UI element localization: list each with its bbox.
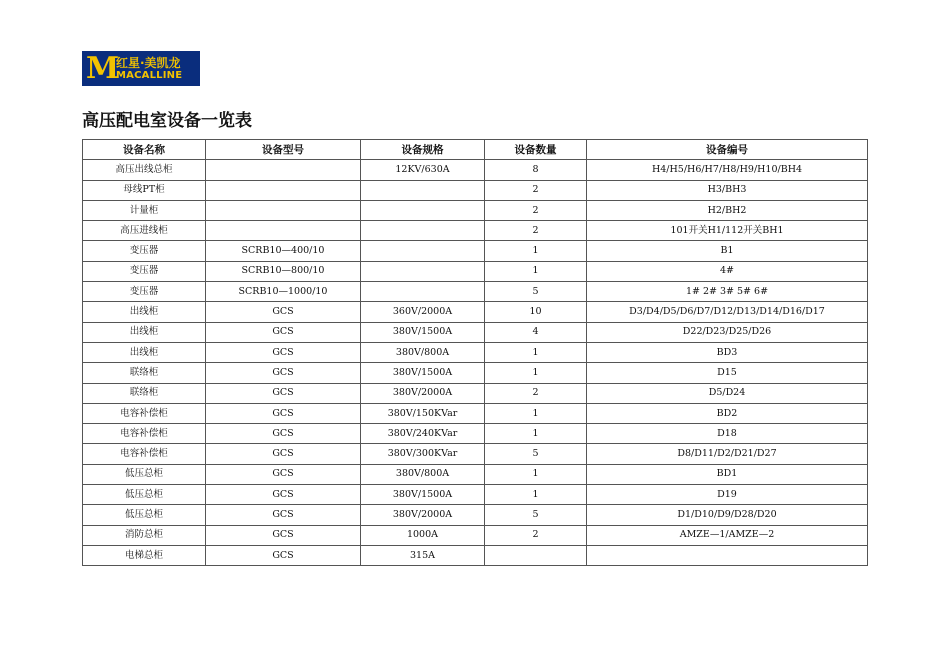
equipment-spec-cell: 380V/800A: [361, 464, 485, 484]
table-header-row: [83, 140, 868, 160]
equipment-spec-cell: 315A: [361, 545, 485, 565]
equipment-quantity-cell: 1: [485, 342, 587, 362]
equipment-code-cell: D8/D11/D2/D21/D27: [587, 444, 868, 464]
equipment-model-cell: GCS: [206, 444, 361, 464]
equipment-spec-cell: [361, 282, 485, 302]
equipment-name-cell: 变压器: [83, 282, 206, 302]
equipment-name-cell: 电容补偿柜: [83, 424, 206, 444]
equipment-quantity-cell: 10: [485, 302, 587, 322]
equipment-model-cell: SCRB10—1000/10: [206, 282, 361, 302]
equipment-spec-cell: [361, 241, 485, 261]
equipment-model-cell: GCS: [206, 403, 361, 423]
equipment-code-cell: D15: [587, 363, 868, 383]
equipment-model-cell: GCS: [206, 383, 361, 403]
equipment-quantity-cell: 5: [485, 282, 587, 302]
equipment-model-cell: GCS: [206, 322, 361, 342]
table-row: [83, 180, 868, 200]
equipment-spec-cell: 380V/2000A: [361, 383, 485, 403]
equipment-spec-cell: [361, 261, 485, 281]
table-row: [83, 424, 868, 444]
equipment-code-cell: 101开关H1/112开关BH1: [587, 221, 868, 241]
equipment-code-cell: D19: [587, 485, 868, 505]
equipment-quantity-cell: 1: [485, 241, 587, 261]
equipment-code-cell: BD1: [587, 464, 868, 484]
equipment-code-cell: 1# 2# 3# 5# 6#: [587, 282, 868, 302]
equipment-code-cell: 4#: [587, 261, 868, 281]
logo-wordmark: [116, 56, 182, 82]
table-row: [83, 444, 868, 464]
equipment-code-cell: H4/H5/H6/H7/H8/H9/H10/BH4: [587, 160, 868, 180]
equipment-code-cell: D5/D24: [587, 383, 868, 403]
equipment-spec-cell: 380V/240KVar: [361, 424, 485, 444]
table-row: [83, 485, 868, 505]
equipment-name-cell: 母线PT柜: [83, 180, 206, 200]
equipment-name-cell: 电容补偿柜: [83, 403, 206, 423]
equipment-code-cell: D3/D4/D5/D6/D7/D12/D13/D14/D16/D17: [587, 302, 868, 322]
equipment-name-cell: 变压器: [83, 241, 206, 261]
table-row: [83, 363, 868, 383]
equipment-spec-cell: 380V/1500A: [361, 322, 485, 342]
equipment-name-cell: 联络柜: [83, 363, 206, 383]
equipment-model-cell: GCS: [206, 545, 361, 565]
equipment-model-cell: GCS: [206, 342, 361, 362]
equipment-model-cell: GCS: [206, 485, 361, 505]
equipment-quantity-cell: 8: [485, 160, 587, 180]
equipment-quantity-cell: 1: [485, 363, 587, 383]
equipment-name-cell: 出线柜: [83, 322, 206, 342]
table-row: [83, 282, 868, 302]
equipment-code-cell: BD2: [587, 403, 868, 423]
equipment-quantity-cell: 1: [485, 424, 587, 444]
table-row: [83, 545, 868, 565]
equipment-spec-cell: 380V/800A: [361, 342, 485, 362]
equipment-name-cell: 低压总柜: [83, 485, 206, 505]
equipment-code-cell: D1/D10/D9/D28/D20: [587, 505, 868, 525]
header-equipment-name: 设备名称: [83, 140, 206, 160]
equipment-model-cell: GCS: [206, 302, 361, 322]
equipment-code-cell: B1: [587, 241, 868, 261]
equipment-table: [82, 139, 868, 566]
equipment-quantity-cell: 1: [485, 261, 587, 281]
equipment-model-cell: GCS: [206, 525, 361, 545]
equipment-spec-cell: 380V/300KVar: [361, 444, 485, 464]
equipment-name-cell: 变压器: [83, 261, 206, 281]
table-row: [83, 525, 868, 545]
header-equipment-spec: 设备规格: [361, 140, 485, 160]
equipment-quantity-cell: 2: [485, 200, 587, 220]
equipment-code-cell: AMZE—1/AMZE—2: [587, 525, 868, 545]
equipment-model-cell: [206, 160, 361, 180]
equipment-spec-cell: [361, 180, 485, 200]
equipment-spec-cell: 380V/1500A: [361, 485, 485, 505]
equipment-quantity-cell: 2: [485, 221, 587, 241]
equipment-model-cell: GCS: [206, 464, 361, 484]
equipment-model-cell: GCS: [206, 424, 361, 444]
header-equipment-code: 设备编号: [587, 140, 868, 160]
equipment-spec-cell: 380V/1500A: [361, 363, 485, 383]
equipment-name-cell: 电梯总柜: [83, 545, 206, 565]
equipment-name-cell: 联络柜: [83, 383, 206, 403]
table-row: [83, 241, 868, 261]
equipment-name-cell: 计量柜: [83, 200, 206, 220]
equipment-spec-cell: [361, 200, 485, 220]
logo-english-name: MACALLINE: [116, 69, 183, 81]
company-logo: [82, 51, 200, 86]
table-row: [83, 383, 868, 403]
table-row: [83, 342, 868, 362]
equipment-spec-cell: 12KV/630A: [361, 160, 485, 180]
equipment-spec-cell: [361, 221, 485, 241]
equipment-quantity-cell: 5: [485, 444, 587, 464]
table-row: [83, 261, 868, 281]
table-row: [83, 302, 868, 322]
equipment-quantity-cell: 1: [485, 485, 587, 505]
equipment-code-cell: [587, 545, 868, 565]
equipment-code-cell: D22/D23/D25/D26: [587, 322, 868, 342]
equipment-name-cell: 电容补偿柜: [83, 444, 206, 464]
equipment-model-cell: GCS: [206, 363, 361, 383]
table-row: [83, 403, 868, 423]
equipment-spec-cell: 1000A: [361, 525, 485, 545]
equipment-model-cell: SCRB10—800/10: [206, 261, 361, 281]
equipment-name-cell: 消防总柜: [83, 525, 206, 545]
equipment-spec-cell: 360V/2000A: [361, 302, 485, 322]
equipment-name-cell: 低压总柜: [83, 464, 206, 484]
equipment-model-cell: [206, 200, 361, 220]
table-row: [83, 160, 868, 180]
equipment-quantity-cell: 1: [485, 464, 587, 484]
table-row: [83, 322, 868, 342]
logo-mark: M: [86, 50, 120, 86]
table-row: [83, 464, 868, 484]
equipment-model-cell: [206, 180, 361, 200]
equipment-quantity-cell: 2: [485, 383, 587, 403]
equipment-quantity-cell: 1: [485, 403, 587, 423]
logo-chinese-name: 红星·美凯龙: [116, 55, 181, 70]
equipment-code-cell: D18: [587, 424, 868, 444]
equipment-quantity-cell: 2: [485, 525, 587, 545]
table-row: [83, 505, 868, 525]
table-body: [83, 160, 868, 566]
equipment-quantity-cell: [485, 545, 587, 565]
equipment-code-cell: BD3: [587, 342, 868, 362]
equipment-quantity-cell: 4: [485, 322, 587, 342]
equipment-quantity-cell: 2: [485, 180, 587, 200]
equipment-code-cell: H3/BH3: [587, 180, 868, 200]
equipment-model-cell: SCRB10—400/10: [206, 241, 361, 261]
table-row: [83, 200, 868, 220]
page-title: 高压配电室设备一览表: [82, 111, 252, 131]
equipment-spec-cell: 380V/2000A: [361, 505, 485, 525]
equipment-quantity-cell: 5: [485, 505, 587, 525]
equipment-name-cell: 低压总柜: [83, 505, 206, 525]
equipment-model-cell: [206, 221, 361, 241]
equipment-code-cell: H2/BH2: [587, 200, 868, 220]
equipment-name-cell: 高压进线柜: [83, 221, 206, 241]
equipment-name-cell: 出线柜: [83, 302, 206, 322]
header-equipment-model: 设备型号: [206, 140, 361, 160]
equipment-name-cell: 出线柜: [83, 342, 206, 362]
equipment-spec-cell: 380V/150KVar: [361, 403, 485, 423]
header-equipment-quantity: 设备数量: [485, 140, 587, 160]
equipment-name-cell: 高压出线总柜: [83, 160, 206, 180]
table-row: [83, 221, 868, 241]
equipment-model-cell: GCS: [206, 505, 361, 525]
